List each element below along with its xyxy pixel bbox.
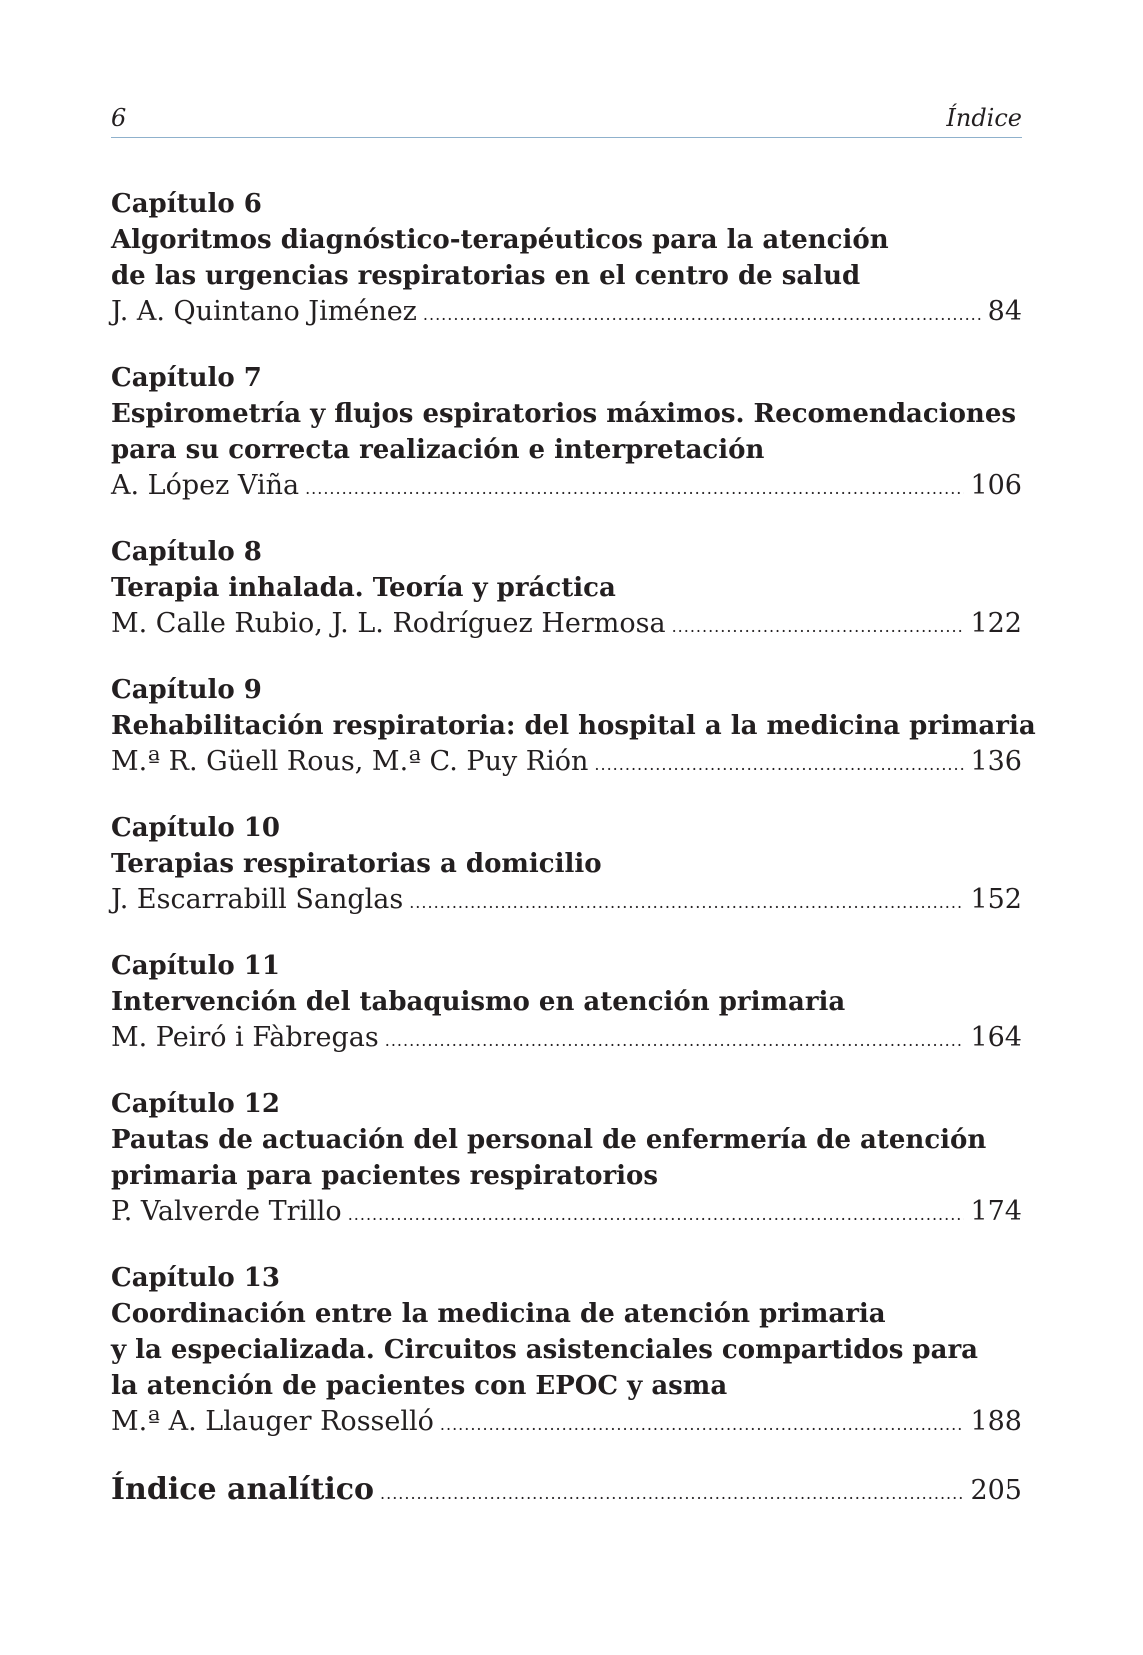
chapter-title-line: Intervención del tabaquismo en atención primaria (111, 987, 846, 1017)
toc-entry[interactable] (111, 1260, 1022, 1443)
author-line (111, 744, 1022, 783)
dot-leader (380, 1474, 964, 1514)
author-line (111, 1194, 1022, 1233)
dot-leader (423, 297, 982, 333)
chapter-page-number: 106 (970, 470, 1022, 501)
running-header (111, 104, 1022, 138)
chapter-label: Capítulo 10 (111, 813, 280, 843)
final-entry-title: Índice analítico (111, 1472, 375, 1507)
chapter-author: M.ª A. Llauger Rosselló (111, 1406, 434, 1437)
toc-entry[interactable] (111, 360, 1022, 507)
dot-leader (305, 471, 964, 507)
chapter-author: M.ª R. Güell Rous, M.ª C. Puy Rión (111, 746, 589, 777)
section-title: Índice (946, 104, 1022, 132)
chapter-title-line: Coordinación entre la medicina de atención primaria (111, 1299, 886, 1329)
chapter-page-number: 174 (970, 1196, 1022, 1227)
author-line (111, 1404, 1022, 1443)
chapter-title-line: primaria para pacientes respiratorios (111, 1161, 659, 1191)
chapter-label: Capítulo 8 (111, 537, 262, 567)
chapter-title-line: y la especializada. Circuitos asistenciales compartidos para (111, 1335, 979, 1365)
toc-entry[interactable] (111, 810, 1022, 921)
chapter-label: Capítulo 12 (111, 1089, 280, 1119)
toc-entry[interactable] (111, 186, 1022, 333)
chapter-title-line: para su correcta realización e interpretación (111, 435, 765, 465)
chapter-author: M. Peiró i Fàbregas (111, 1022, 379, 1053)
toc-entry[interactable] (111, 1086, 1022, 1233)
chapter-author: A. López Viña (111, 470, 300, 501)
chapter-author: J. A. Quintano Jiménez (111, 296, 417, 327)
table-of-contents (111, 186, 1036, 1514)
chapter-author: P. Valverde Trillo (111, 1196, 342, 1227)
chapter-page-number: 122 (970, 608, 1022, 639)
chapter-page-number: 136 (970, 746, 1022, 777)
dot-leader (594, 747, 964, 783)
chapter-page-number: 188 (970, 1406, 1022, 1437)
chapter-label: Capítulo 7 (111, 363, 262, 393)
dot-leader (385, 1023, 965, 1059)
chapter-title-line: Terapia inhalada. Teoría y práctica (111, 573, 616, 603)
chapter-label: Capítulo 13 (111, 1263, 280, 1293)
chapter-author: J. Escarrabill Sanglas (111, 884, 404, 915)
chapter-page-number: 152 (970, 884, 1022, 915)
author-line (111, 294, 1022, 333)
dot-leader (672, 609, 965, 645)
toc-entry[interactable] (111, 948, 1022, 1059)
author-line (111, 606, 1022, 645)
author-line (111, 468, 1022, 507)
toc-final-entry[interactable] (111, 1470, 1022, 1514)
chapter-title-line: Espirometría y flujos espiratorios máximos. Recomendaciones (111, 399, 1016, 429)
chapter-author: M. Calle Rubio, J. L. Rodríguez Hermosa (111, 608, 666, 639)
dot-leader (409, 885, 964, 921)
dot-leader (348, 1197, 965, 1233)
chapter-label: Capítulo 6 (111, 189, 262, 219)
author-line (111, 882, 1022, 921)
author-line (111, 1020, 1022, 1059)
chapter-page-number: 84 (987, 296, 1022, 327)
chapter-title-line: Algoritmos diagnóstico-terapéuticos para la atención (111, 225, 889, 255)
toc-entry[interactable] (111, 672, 1036, 783)
chapter-title-line: Pautas de actuación del personal de enfermería de atención (111, 1125, 987, 1155)
chapter-title-line: la atención de pacientes con EPOC y asma (111, 1371, 728, 1401)
chapter-title-line: Terapias respiratorias a domicilio (111, 849, 602, 879)
chapter-title-line: de las urgencias respiratorias en el centro de salud (111, 261, 861, 291)
final-entry-page: 205 (970, 1475, 1022, 1506)
chapter-title-line: Rehabilitación respiratoria: del hospital a la medicina primaria (111, 711, 1036, 741)
chapter-label: Capítulo 9 (111, 675, 262, 705)
chapter-label: Capítulo 11 (111, 951, 280, 981)
chapter-page-number: 164 (970, 1022, 1022, 1053)
page-number: 6 (111, 104, 127, 132)
toc-entry[interactable] (111, 534, 1022, 645)
dot-leader (440, 1407, 965, 1443)
